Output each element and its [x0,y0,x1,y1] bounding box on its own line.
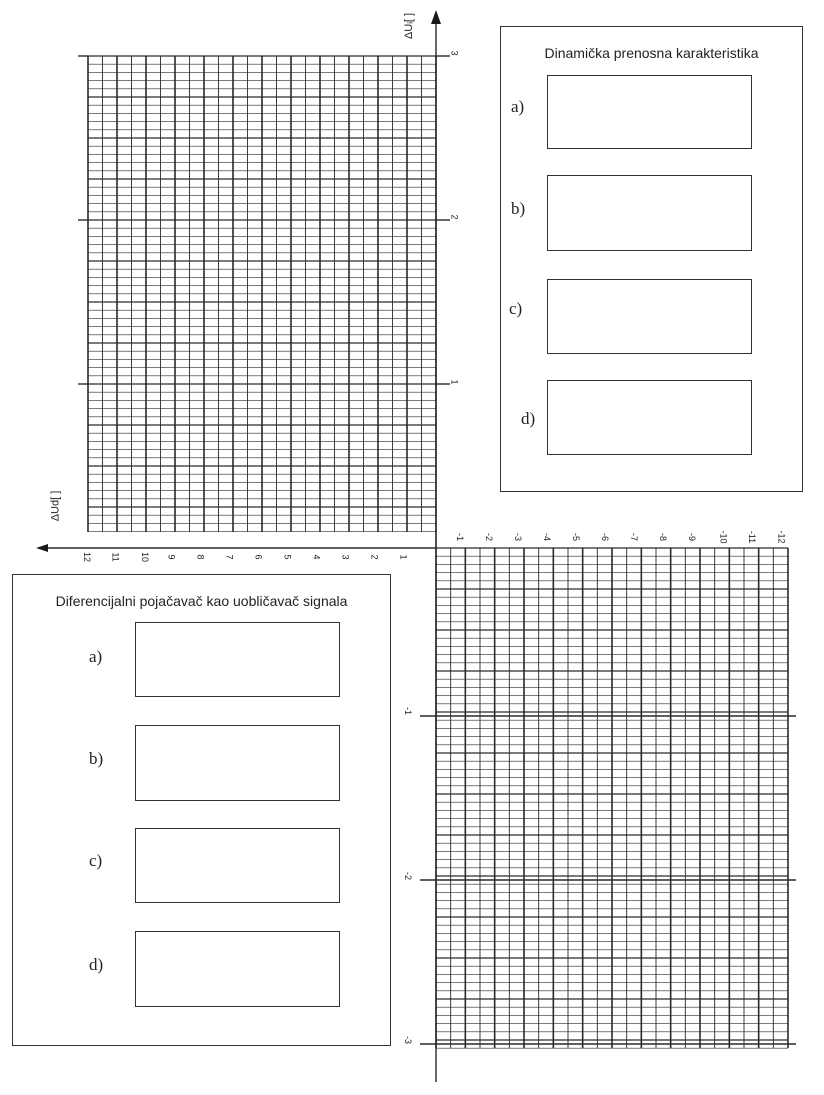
lower-x-tick-neg3: -3 [513,532,524,542]
differential-answer-box-d[interactable] [135,931,340,1007]
differential-panel-title: Diferencijalni pojačavač kao uobličavač signala [55,593,348,609]
lower-y-tick-3: -3 [403,1035,414,1045]
upper-x-axis-label: ΔUd[ ] [49,490,62,522]
differential-item-b-label: b) [89,749,104,768]
upper-graph-grid [88,56,436,532]
upper-x-tick-6: 6 [253,554,264,560]
dynamic-panel-title: Dinamička prenosna karakteristika [544,45,759,61]
lower-x-tick-neg7: -7 [629,532,640,542]
dynamic-characteristic-panel [500,26,803,492]
lower-x-tick-neg5: -5 [571,532,582,542]
upper-x-tick-2: 2 [369,554,380,560]
upper-x-tick-3: 3 [340,554,351,560]
upper-x-tick-9: 9 [166,554,177,560]
upper-x-tick-4: 4 [311,554,322,560]
lower-x-tick-neg8: -8 [658,532,669,542]
differential-item-d-label: d) [89,955,104,974]
lower-x-tick-neg12: -12 [776,530,787,544]
dynamic-answer-box-b[interactable] [547,175,752,251]
dynamic-item-c-label: c) [509,299,523,318]
lower-x-tick-neg10: -10 [718,530,729,544]
upper-graph-axes [36,10,450,552]
lower-x-tick-neg4: -4 [542,532,553,542]
dynamic-answer-box-d[interactable] [547,380,752,455]
dynamic-answer-box-c[interactable] [547,279,752,354]
lower-x-tick-neg2: -2 [484,532,495,542]
dynamic-item-a-label: a) [511,97,525,116]
lower-y-tick-1: -1 [403,706,414,716]
dynamic-item-b-label: b) [511,199,526,218]
upper-y-arrow-icon [431,10,441,24]
upper-y-axis-label: ΔUᵢ[ ] [403,12,416,40]
dynamic-item-d-label: d) [521,409,536,428]
upper-y-tick-1: 1 [449,379,460,385]
differential-answer-box-a[interactable] [135,622,340,697]
upper-y-tick-3: 3 [449,50,460,56]
differential-item-c-label: c) [89,851,103,870]
lower-x-tick-neg1: -1 [455,532,466,542]
differential-answer-box-b[interactable] [135,725,340,801]
upper-x-tick-11: 11 [110,552,121,562]
upper-x-tick-5: 5 [282,554,293,560]
lower-x-tick-neg11: -11 [747,530,758,544]
differential-amplifier-panel [12,574,391,1046]
lower-graph-grid [436,548,788,1048]
dynamic-answer-box-a[interactable] [547,75,752,149]
upper-x-tick-10: 10 [140,551,151,563]
upper-y-tick-2: 2 [449,214,460,220]
differential-item-a-label: a) [89,647,103,666]
lower-y-tick-2: -2 [403,871,414,881]
upper-x-arrow-icon [36,544,48,552]
lower-x-tick-neg9: -9 [687,532,698,542]
upper-x-tick-7: 7 [224,554,235,560]
lower-x-tick-neg6: -6 [600,532,611,542]
differential-answer-box-c[interactable] [135,828,340,903]
upper-x-tick-12: 12 [82,551,93,563]
upper-x-tick-1: 1 [398,554,409,560]
upper-x-tick-8: 8 [195,554,206,560]
